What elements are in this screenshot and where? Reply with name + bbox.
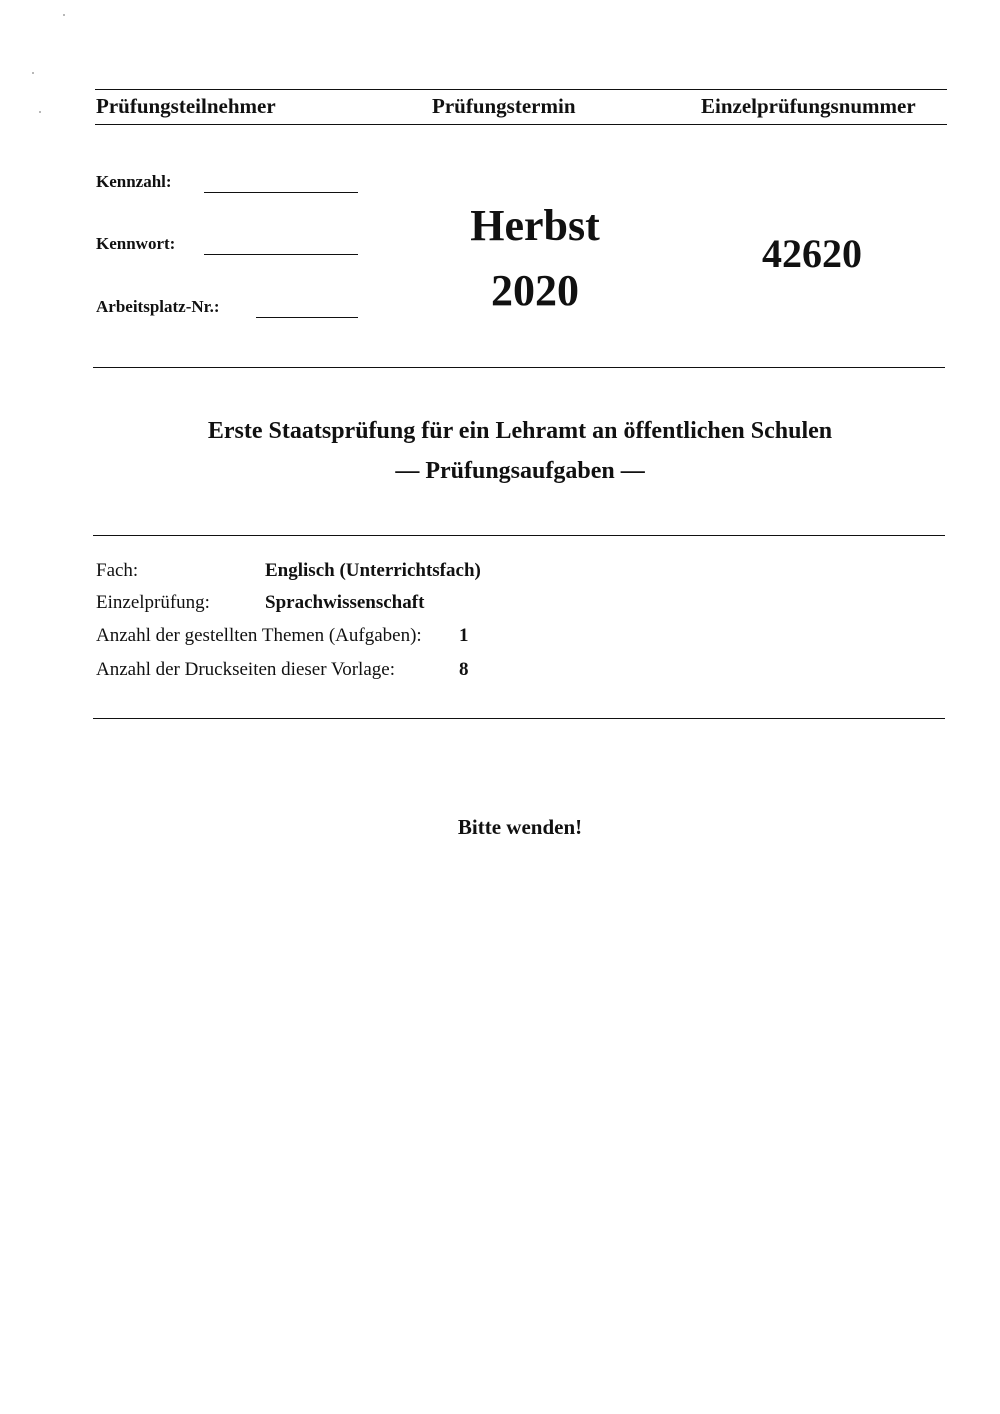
topics-label: Anzahl der gestellten Themen (Aufgaben): bbox=[96, 625, 422, 646]
arbeitsplatz-blank[interactable] bbox=[256, 317, 358, 318]
topics-value: 1 bbox=[459, 625, 469, 646]
header-date: Prüfungstermin bbox=[432, 94, 576, 118]
header-bottom-rule bbox=[95, 124, 947, 125]
scan-speck bbox=[39, 111, 41, 113]
section-rule-3 bbox=[93, 718, 945, 719]
scan-speck bbox=[63, 14, 65, 16]
exam-label: Einzelprüfung: bbox=[96, 592, 210, 613]
header-top-rule bbox=[95, 89, 947, 90]
kennwort-label: Kennwort: bbox=[96, 234, 176, 253]
arbeitsplatz-label: Arbeitsplatz-Nr.: bbox=[96, 297, 220, 316]
section-rule-1 bbox=[93, 367, 945, 368]
kennzahl-label: Kennzahl: bbox=[96, 172, 172, 191]
subject-value: Englisch (Unterrichtsfach) bbox=[265, 560, 481, 581]
term-year: 2020 bbox=[491, 266, 579, 315]
header-participant: Prüfungsteilnehmer bbox=[96, 94, 276, 118]
subject-label: Fach: bbox=[96, 560, 139, 581]
term-season: Herbst bbox=[470, 201, 600, 250]
exam-subtitle: — Prüfungsaufgaben — bbox=[395, 458, 645, 484]
pages-label: Anzahl der Druckseiten dieser Vorlage: bbox=[96, 659, 395, 680]
exam-number-value: 42620 bbox=[762, 231, 862, 276]
section-rule-2 bbox=[93, 535, 945, 536]
exam-value: Sprachwissenschaft bbox=[265, 592, 425, 613]
scan-speck bbox=[32, 72, 34, 74]
exam-title: Erste Staatsprüfung für ein Lehramt an öffentlichen Schulen bbox=[207, 418, 833, 444]
pages-value: 8 bbox=[459, 659, 469, 680]
kennzahl-blank[interactable] bbox=[204, 192, 358, 193]
header-exam-number: Einzelprüfungsnummer bbox=[701, 94, 916, 118]
kennwort-blank[interactable] bbox=[204, 254, 358, 255]
turn-over-note: Bitte wenden! bbox=[457, 815, 583, 839]
